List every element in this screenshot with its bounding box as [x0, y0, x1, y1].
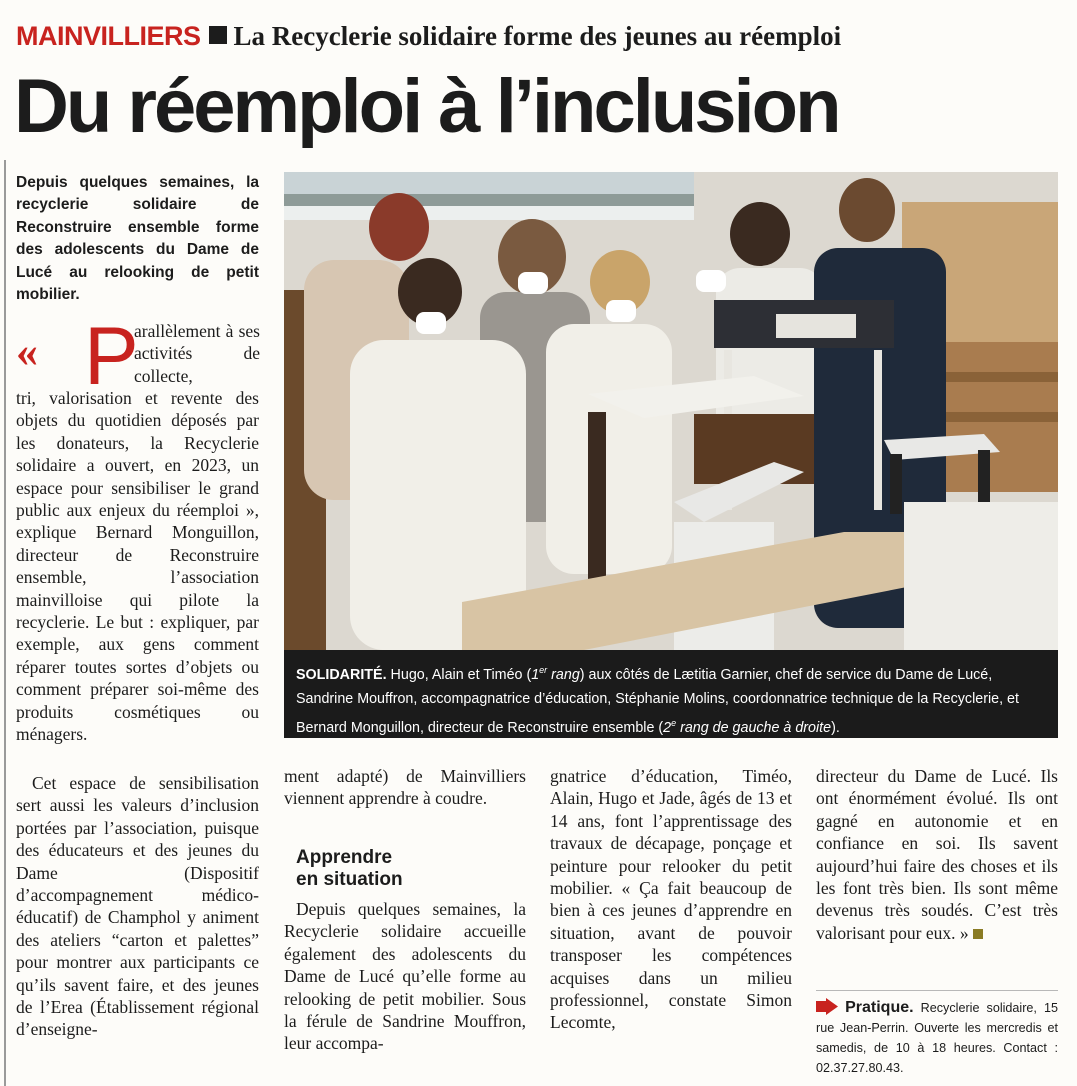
- article-photo: [284, 172, 1058, 650]
- col2-paragraph-2: Depuis quelques semaines, la Recyclerie solidaire accueille également des adolescents du Dame de Lucé qu’elle forme au relooking de petit mobilier. Sous la férule de Sandrine Mouffron, leur accompa-: [284, 899, 526, 1054]
- pratique-text: Recyclerie solidaire, 15 rue Jean-Perrin. Ouverte les mercredis et samedis, de 10 à 18 heures. Contact : 02.37.27.80.43.: [816, 1001, 1059, 1075]
- subhead-line-2: en situation: [296, 869, 403, 890]
- kicker: [16, 20, 841, 52]
- col2-paragraph-1: ment adapté) de Mainvilliers viennent apprendre à coudre.: [284, 766, 526, 809]
- article-headline: Du réemploi à l’inclusion: [14, 64, 839, 149]
- pratique-box: [816, 998, 1058, 1078]
- paragraph-indent: arallèlement à ses activités de collecte,: [134, 321, 260, 386]
- opening-quote-mark: «: [16, 327, 38, 376]
- col1-paragraph-1: tri, valorisation et revente des objets du quotidien déposés par les donateurs, la Recyclerie solidaire a ouvert, en 2023, un espace pour sensibiliser le grand public aux enjeux du réemploi », explique Bernard Monguillon, directeur de Reconstruire ensemble, l’association mainvilloise qui pilote la recyclerie. Le but : expliquer, par exemple, aux gens comment réparer toutes sortes d’objets ou comment préparer soi-même des produits cosmétiques ou ménagers.: [16, 388, 259, 745]
- caption-rank2: 2: [663, 719, 672, 736]
- caption-rank1: 1: [531, 666, 540, 683]
- col3-paragraph-1: gnatrice d’éducation, Timéo, Alain, Hugo et Jade, âgés de 13 et 14 ans, font l’apprentissage des travaux de décapage, ponçage et peinture pour relooker du petit mobilier. « Ça fait beaucoup de bien à ces jeunes d’apprendre en situation, avant de pouvoir transposer les compétences acquises dans un milieu professionnel, constate Simon Lecomte,: [550, 766, 792, 1033]
- caption-rank1-rest: rang: [547, 666, 580, 683]
- pratique-divider: [816, 990, 1058, 991]
- caption-text-a: Hugo, Alain et Timéo (: [390, 666, 532, 683]
- caption-rank2-rest: rang de gauche à droite: [676, 719, 832, 736]
- column-divider: [4, 160, 6, 1086]
- article-lead: Depuis quelques semaines, la recyclerie solidaire de Reconstruire ensemble forme des adolescents du Dame de Lucé au relooking de petit mobilier.: [16, 174, 259, 304]
- kicker-city: MAINVILLIERS: [16, 21, 201, 51]
- subhead-line-1: Apprendre: [296, 847, 393, 868]
- end-of-article-square-icon: [973, 929, 983, 939]
- pratique-label: Pratique.: [845, 999, 914, 1016]
- subhead: [296, 847, 403, 891]
- photo-illustration: [284, 172, 1058, 650]
- black-square-bullet-icon: [209, 26, 227, 44]
- caption-text-c: ).: [831, 719, 840, 736]
- red-arrow-icon: [816, 998, 838, 1015]
- kicker-subtitle: La Recyclerie solidaire forme des jeunes au réemploi: [233, 21, 842, 51]
- caption-rank1-sup: er: [539, 665, 548, 675]
- col4-paragraph-1: [816, 765, 1058, 944]
- caption-label: SOLIDARITÉ.: [296, 666, 387, 683]
- drop-cap: P: [84, 311, 139, 402]
- photo-caption: [284, 650, 1058, 738]
- caption-text-b: ) aux côtés de Lætitia Garnier, chef de service du Dame de Lucé, Sandrine Mouffron, accompagnatrice d’éducation, Stéphanie Molins, coordonnatrice technique de la Recyclerie, et Bernard Monguillon, directeur de Reconstruire ensemble (: [296, 666, 1019, 736]
- col1-paragraph-2: Cet espace de sensibilisation sert aussi les valeurs d’inclusion portées par l’association, puisque des éducateurs et des jeunes du Dame (Dispositif d’accompagnement médico-éducatif) de Champhol y animent des ateliers “carton et palettes” pour montrer aux participants ce qu’ils savent faire, et des jeunes de l’Erea (Établissement régional d’enseigne-: [16, 773, 259, 1040]
- col4-text: directeur du Dame de Lucé. Ils ont énormément évolué. Ils ont gagné en autonomie et en confiance en soi. Ils savent aujourd’hui faire des choses et ils les font très bien. Ils sont même devenus très soudés. C’est très valorisant pour eux. »: [816, 766, 1058, 943]
- caption-rank2-sup: e: [671, 717, 677, 728]
